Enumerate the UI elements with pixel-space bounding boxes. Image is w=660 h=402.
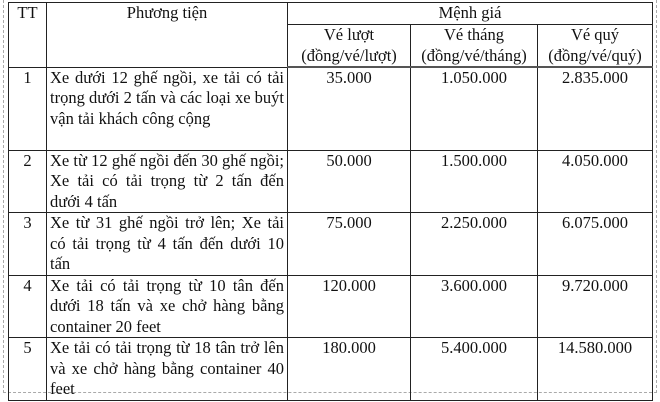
row-vehicle: Xe từ 12 ghế ngồi đến 30 ghế ngồi; Xe tải có tải trọng từ 2 tấn đến dưới 4 tấn [47, 150, 288, 213]
table-row [9, 150, 653, 213]
row-monthly: 1.500.000 [411, 150, 538, 213]
row-per-trip: 120.000 [288, 275, 411, 338]
row-monthly: 5.400.000 [411, 338, 538, 401]
row-tt: 1 [9, 67, 47, 150]
header-monthly: Vé tháng (đồng/vé/tháng) [411, 25, 538, 68]
row-per-trip: 50.000 [288, 150, 411, 213]
table-row [9, 275, 653, 338]
row-tt: 5 [9, 338, 47, 401]
header-per-trip: Vé lượt (đồng/vé/lượt) [288, 25, 411, 68]
row-quarterly: 6.075.000 [538, 213, 653, 276]
header-vehicle: Phương tiện [47, 3, 288, 68]
table-row [9, 67, 653, 150]
row-per-trip: 35.000 [288, 67, 411, 150]
row-vehicle: Xe tải có tải trọng từ 10 tân đến dưới 18 tấn và xe chở hàng bằng container 20 feet [47, 275, 288, 338]
row-quarterly: 4.050.000 [538, 150, 653, 213]
row-vehicle: Xe dưới 12 ghế ngồi, xe tải có tải trọng dưới 2 tấn và các loại xe buýt vận tải khách công cộng [47, 67, 288, 150]
header-tt: TT [9, 3, 47, 68]
row-tt: 3 [9, 213, 47, 276]
table-row [9, 213, 653, 276]
toll-price-table [8, 2, 653, 401]
row-vehicle: Xe từ 31 ghế ngồi trở lên; Xe tải có tải trọng từ 4 tấn đến dưới 10 tấn [47, 213, 288, 276]
row-monthly: 1.050.000 [411, 67, 538, 150]
header-quarterly: Vé quý (đồng/vé/quý) [538, 25, 653, 68]
row-tt: 2 [9, 150, 47, 213]
row-quarterly: 2.835.000 [538, 67, 653, 150]
row-quarterly: 9.720.000 [538, 275, 653, 338]
table-row [9, 338, 653, 401]
row-vehicle: Xe tải có tải trọng từ 18 tân trở lên và xe chở hàng bằng container 40 feet [47, 338, 288, 401]
row-quarterly: 14.580.000 [538, 338, 653, 401]
row-monthly: 2.250.000 [411, 213, 538, 276]
row-monthly: 3.600.000 [411, 275, 538, 338]
row-tt: 4 [9, 275, 47, 338]
row-per-trip: 180.000 [288, 338, 411, 401]
header-price-group: Mệnh giá [288, 3, 653, 25]
row-per-trip: 75.000 [288, 213, 411, 276]
